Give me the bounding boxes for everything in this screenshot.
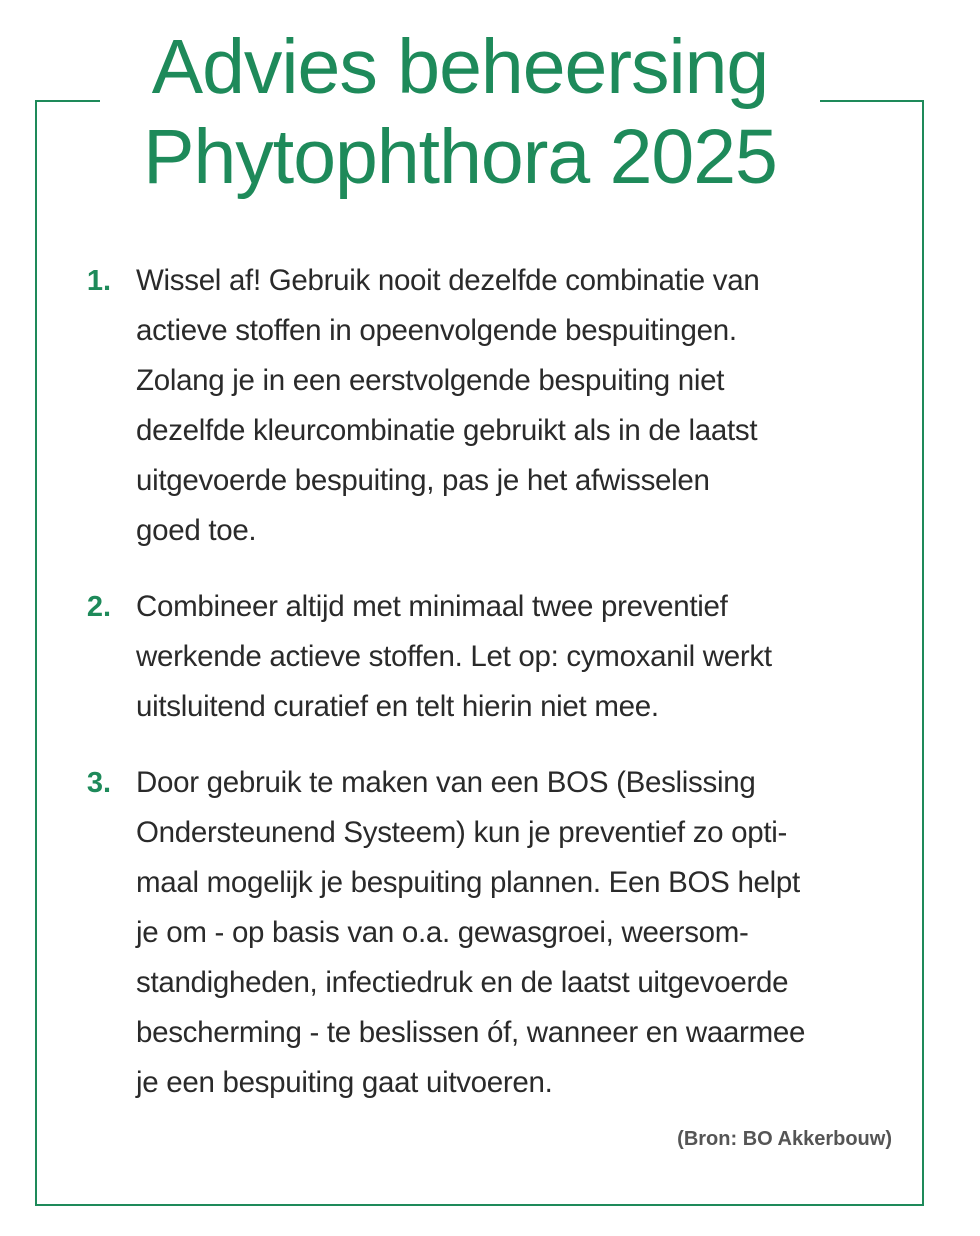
text-line: Combineer altijd met minimaal twee preventief [136,590,728,623]
item-text [136,582,902,732]
text-line: Zolang je in een eerstvolgende bespuiting niet [136,364,725,397]
text-line: bescherming - te beslissen óf, wanneer en waarmee [136,1016,806,1049]
item-text [136,758,902,1108]
source-credit: (Bron: BO Akkerbouw) [677,1128,892,1150]
advice-list [62,256,902,1134]
title-line-2: Phytophthora 2025 [143,114,777,200]
advice-item-1 [62,256,902,556]
text-line: actieve stoffen in opeenvolgende bespuitingen. [136,314,737,347]
text-line: je om - op basis van o.a. gewasgroei, weersom- [136,916,749,949]
advice-item-2 [62,582,902,732]
item-text [136,256,902,556]
text-line: uitsluitend curatief en telt hierin niet mee. [136,690,659,723]
page-title [100,22,820,202]
text-line: uitgevoerde bespuiting, pas je het afwisselen [136,464,710,497]
item-number: 2. [86,591,112,623]
text-line: Door gebruik te maken van een BOS (Beslissing [136,766,756,799]
text-line: Ondersteunend Systeem) kun je preventief zo opti- [136,816,788,849]
item-number: 3. [86,767,112,799]
text-line: goed toe. [136,514,257,547]
text-line: werkende actieve stoffen. Let op: cymoxanil werkt [136,640,772,673]
text-line: je een bespuiting gaat uitvoeren. [136,1066,553,1099]
title-line-1: Advies beheersing [151,24,769,110]
item-number: 1. [86,265,112,297]
text-line: dezelfde kleurcombinatie gebruikt als in de laatst [136,414,758,447]
text-line: maal mogelijk je bespuiting plannen. Een BOS helpt [136,866,800,899]
text-line: standigheden, infectiedruk en de laatst uitgevoerde [136,966,789,999]
text-line: Wissel af! Gebruik nooit dezelfde combinatie van [136,264,760,297]
advice-item-3 [62,758,902,1108]
